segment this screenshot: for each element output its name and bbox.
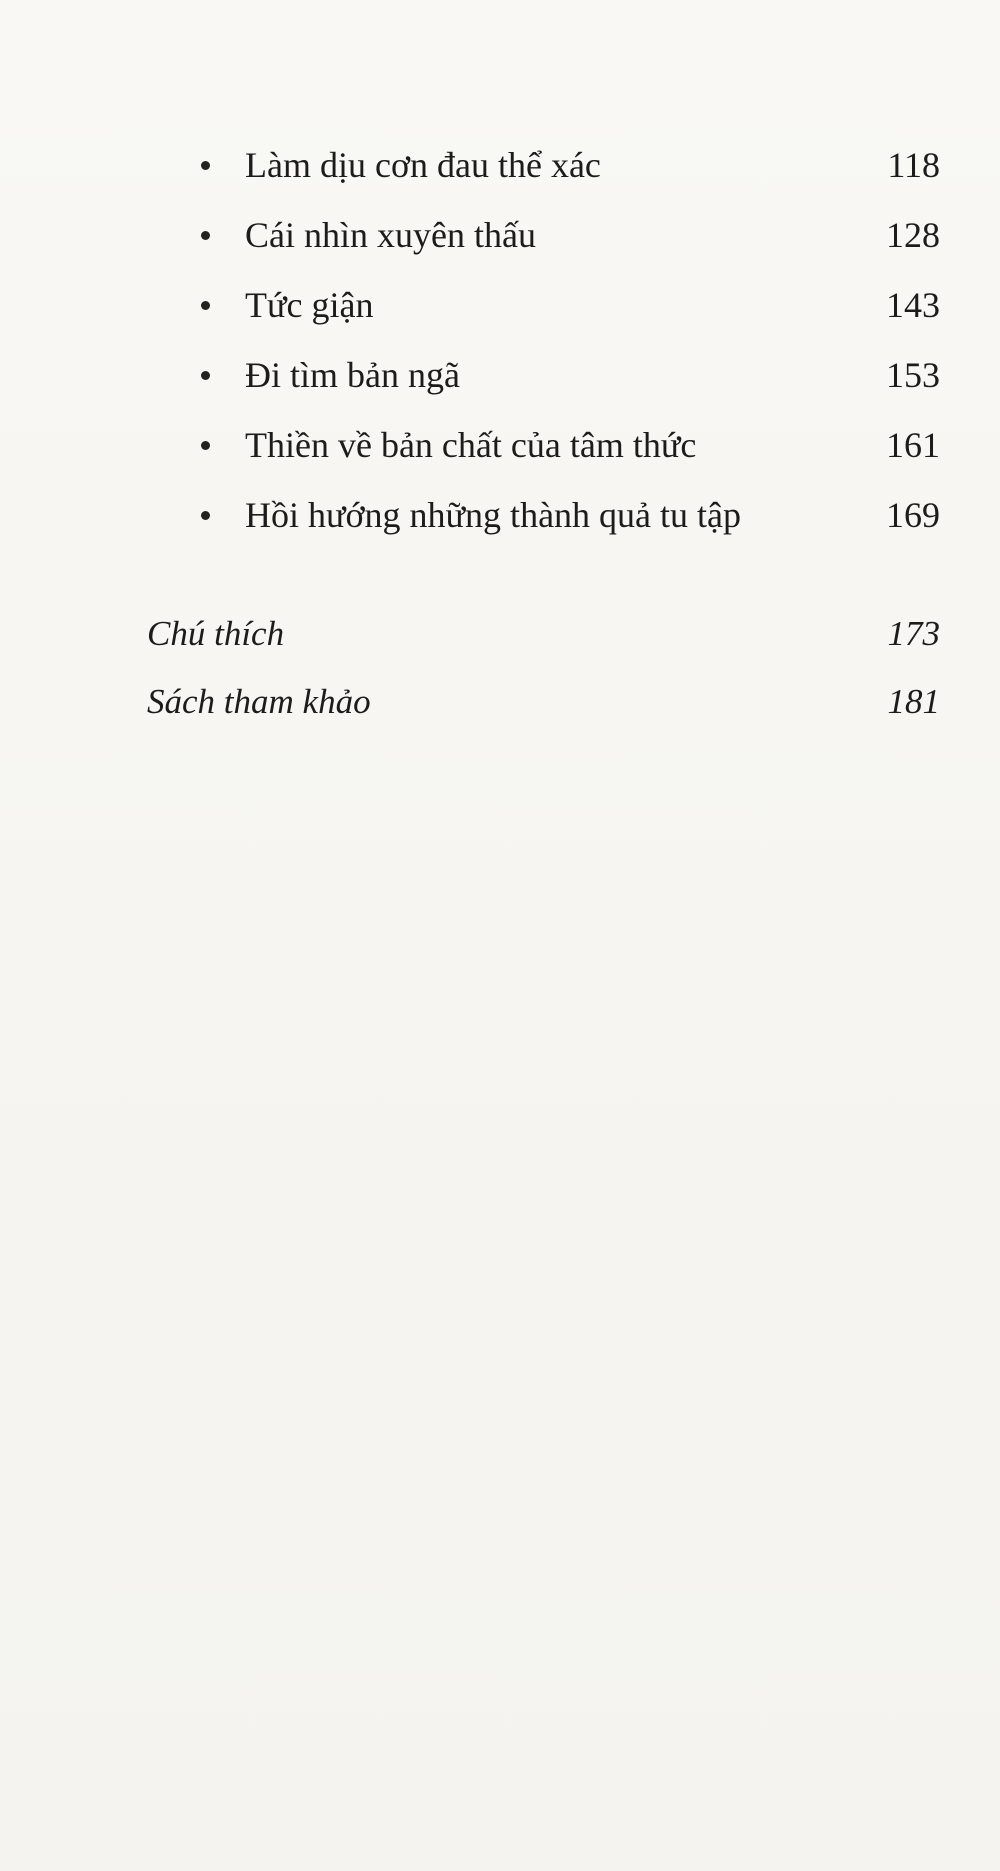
toc-item <box>190 280 940 350</box>
toc-item-page: 161 <box>886 425 940 465</box>
toc-item-title: Làm dịu cơn đau thể xác <box>245 145 601 185</box>
bullet-icon <box>201 231 210 240</box>
section-item-notes <box>147 609 940 677</box>
toc-item <box>190 350 940 420</box>
section-page: 173 <box>887 614 940 653</box>
toc-item-page: 169 <box>886 495 940 535</box>
toc-item-title: Đi tìm bản ngã <box>245 355 460 395</box>
toc-item-title: Hồi hướng những thành quả tu tập <box>245 495 742 535</box>
bullet-icon <box>201 161 210 170</box>
section-title: Sách tham khảo <box>147 682 371 721</box>
toc-item-title: Cái nhìn xuyên thấu <box>245 215 536 255</box>
toc-list <box>190 140 940 560</box>
toc-item-page: 128 <box>886 215 940 255</box>
toc-item-page: 118 <box>887 145 940 185</box>
toc-item-page: 143 <box>886 285 940 325</box>
toc-item-title: Tức giận <box>245 285 374 325</box>
section-page: 181 <box>887 682 940 721</box>
bullet-icon <box>201 511 210 520</box>
section-title: Chú thích <box>147 614 285 653</box>
toc-item <box>190 490 940 560</box>
section-list <box>147 609 940 745</box>
bullet-icon <box>201 301 210 310</box>
toc-item <box>190 420 940 490</box>
toc-item-page: 153 <box>886 355 940 395</box>
toc-item <box>190 210 940 280</box>
toc-item <box>190 140 940 210</box>
bullet-icon <box>201 371 210 380</box>
section-item-references <box>147 677 940 745</box>
bullet-icon <box>201 441 210 450</box>
toc-item-title: Thiền về bản chất của tâm thức <box>245 425 697 465</box>
